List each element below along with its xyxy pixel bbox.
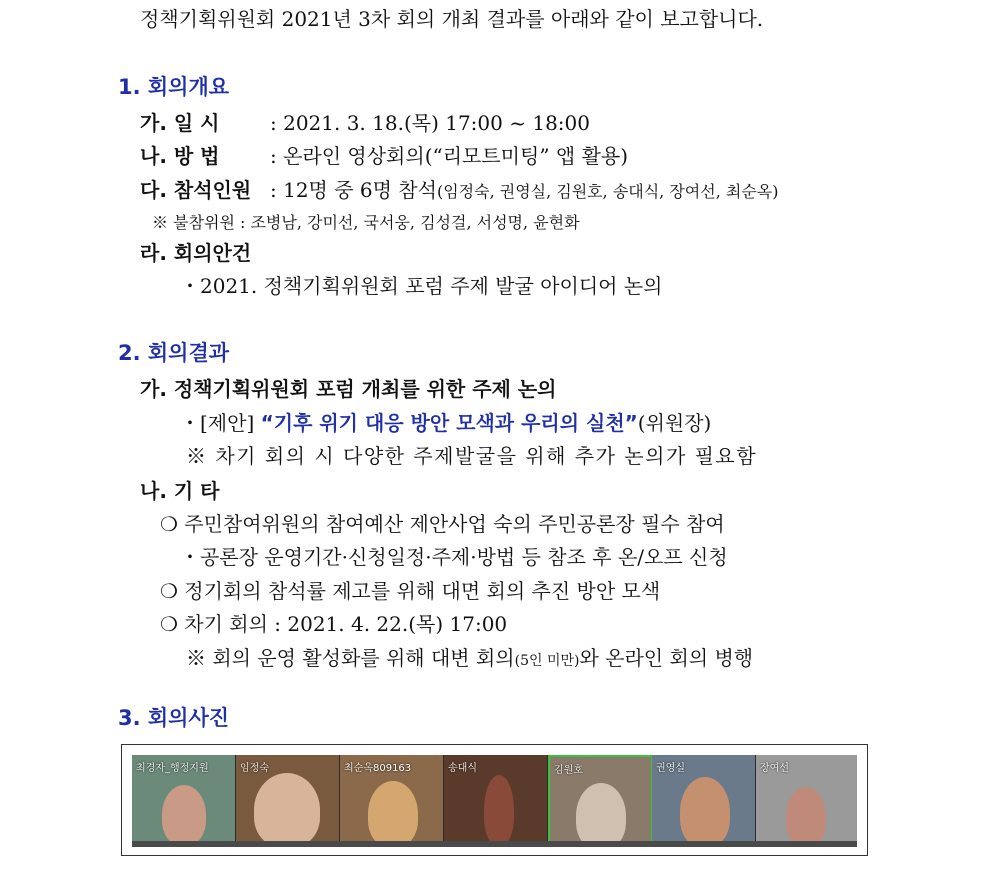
meeting-date-row [140, 110, 590, 136]
attendees-row [140, 177, 779, 205]
video-call-strip [132, 755, 857, 847]
participant-name: 송대식 [448, 763, 477, 774]
video-tile [444, 755, 547, 841]
meeting-photo [121, 744, 868, 856]
participant-figure [484, 775, 514, 841]
participant-name: 임정숙 [240, 763, 269, 774]
next-meeting-note: ※ 차기 회의 시 다양한 주제발굴을 위해 추가 논의가 필요함 [186, 444, 758, 468]
participant-name: 김원호 [554, 765, 583, 776]
intro-text: 정책기획위원회 2021년 3차 회의 개최 결과를 아래와 같이 보고합니다. [140, 7, 764, 31]
video-toolbar [132, 841, 857, 847]
participant-figure [576, 783, 626, 845]
video-tile [236, 755, 339, 841]
section-1-title: 1. 회의개요 [118, 75, 230, 99]
video-tile [652, 755, 755, 841]
meeting-method-value: : 온라인 영상회의(“리모트미팅” 앱 활용) [270, 144, 629, 168]
absent-members: ※ 불참위원 : 조병남, 강미선, 국서웅, 김성걸, 서성명, 윤현화 [152, 213, 580, 232]
participant-figure [254, 773, 320, 841]
proposal-title: “기후 위기 대응 방안 모색과 우리의 실천” [260, 411, 638, 435]
forum-topic-label: 가. 정책기획위원회 포럼 개최를 위한 주제 논의 [140, 377, 557, 401]
participant-figure [368, 781, 418, 841]
proposal-prefix: ・[제안] [180, 411, 261, 435]
proposal-row [180, 410, 711, 436]
participant-figure [680, 777, 730, 841]
proposal-suffix: (위원장) [637, 411, 712, 435]
agenda-item: ・2021. 정책기획위원회 포럼 주제 발굴 아이디어 논의 [180, 274, 663, 298]
video-tile [756, 755, 857, 841]
participant-figure [162, 785, 206, 841]
others-item-2: ❍ 정기회의 참석률 제고를 위해 대면 회의 추진 방안 모색 [160, 579, 661, 603]
section-2-title: 2. 회의결과 [118, 341, 230, 365]
others-item-3: ❍ 차기 회의 : 2021. 4. 22.(목) 17:00 [160, 612, 508, 636]
meeting-method-row [140, 143, 628, 169]
attendees-names: (임정숙, 권영실, 김원호, 송대식, 장여선, 최순옥) [436, 182, 779, 201]
meeting-date-value: : 2021. 3. 18.(목) 17:00 ~ 18:00 [270, 111, 590, 135]
others-item-1-sub: ・공론장 운영기간·신청일정·주제·방법 등 참조 후 온/오프 신청 [180, 545, 728, 569]
video-tile [340, 755, 443, 841]
participant-name: 장여선 [760, 763, 789, 774]
operation-note-suffix: 와 온라인 회의 병행 [579, 646, 754, 670]
section-3-title: 3. 회의사진 [118, 706, 230, 730]
meeting-method-label: 나. 방 법 [140, 144, 220, 168]
attendees-label: 다. 참석인원 [140, 178, 252, 202]
others-label: 나. 기 타 [140, 479, 220, 503]
participant-name: 최경자_행정지원 [136, 763, 209, 774]
operation-note [186, 645, 753, 674]
agenda-label: 라. 회의안건 [140, 241, 252, 265]
participant-figure [786, 787, 826, 841]
others-item-1: ❍ 주민참여위원의 참여예산 제안사업 숙의 주민공론장 필수 참여 [160, 512, 725, 536]
video-tile [132, 755, 235, 841]
participant-name: 권영실 [656, 763, 685, 774]
participant-name: 최순옥809163 [344, 763, 412, 774]
operation-note-small: (5인 미만) [514, 653, 580, 669]
video-tile [548, 755, 653, 845]
meeting-date-label: 가. 일 시 [140, 111, 220, 135]
attendees-count: : 12명 중 6명 참석 [270, 178, 437, 202]
operation-note-prefix: ※ 회의 운영 활성화를 위해 대변 회의 [186, 646, 515, 670]
